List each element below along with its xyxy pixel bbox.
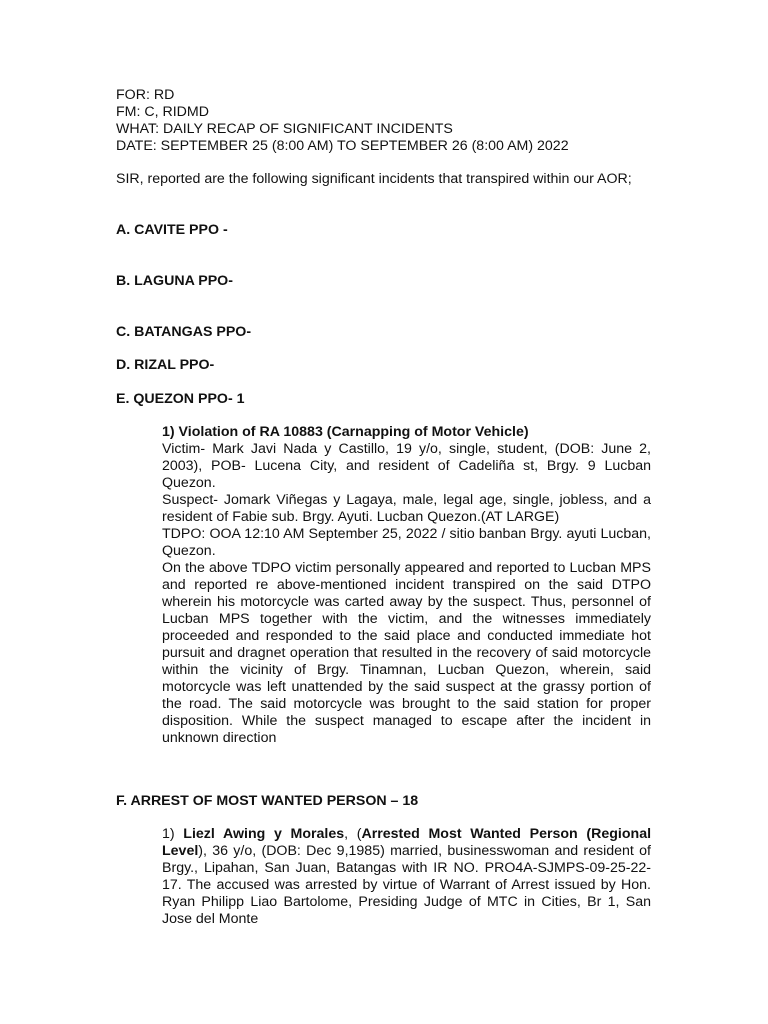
arrest-entry	[162, 826, 651, 928]
incident-victim: Victim- Mark Javi Nada y Castillo, 19 y/o, single, student, (DOB: June 2, 2003), POB- Lucena City, and resident of Cadeliña st, Brgy. 9 Lucban Quezon.	[162, 441, 651, 491]
section-quezon: E. QUEZON PPO- 1	[116, 391, 245, 407]
intro-paragraph: SIR, reported are the following significant incidents that transpired within our AOR;	[116, 171, 632, 187]
arrest-separator: , (	[344, 826, 362, 842]
memo-from: FM: C, RIDMD	[116, 104, 209, 120]
arrest-details: ), 36 y/o, (DOB: Dec 9,1985) married, businesswoman and resident of Brgy., Lipahan, San Juan, Batangas with IR NO. PRO4A-SJMPS-09-25-22-17. The accused was arrested by virtue of Warrant of Arrest issued by Hon. Ryan Philipp Liao Bartolome, Presiding Judge of MTC in Cities, Br 1, San Jose del Monte	[162, 843, 651, 927]
incident-suspect: Suspect- Jomark Viñegas y Lagaya, male, legal age, single, jobless, and a resident of Fabie sub. Brgy. Ayuti. Lucban Quezon.(AT LARGE)	[162, 492, 651, 525]
memo-subject: WHAT: DAILY RECAP OF SIGNIFICANT INCIDENTS	[116, 121, 453, 137]
arrest-tag: Arrested Most Wanted Person (Regional Level	[162, 826, 652, 859]
memo-header	[116, 87, 676, 155]
arrest-name: Liezl Awing y Morales	[183, 826, 345, 842]
section-batangas: C. BATANGAS PPO-	[116, 324, 252, 340]
memo-for: FOR: RD	[116, 87, 175, 103]
memo-date: DATE: SEPTEMBER 25 (8:00 AM) TO SEPTEMBER 26 (8:00 AM) 2022	[116, 138, 569, 154]
section-rizal: D. RIZAL PPO-	[116, 357, 215, 373]
section-most-wanted: F. ARREST OF MOST WANTED PERSON – 18	[116, 793, 419, 809]
section-laguna: B. LAGUNA PPO-	[116, 273, 233, 289]
incident-tdpo: TDPO: OOA 12:10 AM September 25, 2022 / sitio banban Brgy. ayuti Lucban, Quezon.	[162, 526, 651, 559]
incident-title: 1) Violation of RA 10883 (Carnapping of Motor Vehicle)	[162, 424, 529, 440]
incident-narrative: On the above TDPO victim personally appeared and reported to Lucban MPS and reported re above-mentioned incident transpired on the said DTPO wherein his motorcycle was carted away by the suspect. Thus, personnel of Lucban MPS together with the victim, and the witnesses immediately proceeded and responded to the said place and conducted immediate hot pursuit and dragnet operation that resulted in the recovery of said motorcycle within the vicinity of Brgy. Tinamnan, Lucban Quezon, wherein, said motorcycle was left unattended by the said suspect at the grassy portion of the road. The said motorcycle was brought to the said station for proper disposition. While the suspect managed to escape after the incident in unknown direction	[162, 560, 651, 746]
section-cavite: A. CAVITE PPO -	[116, 222, 228, 238]
arrest-number: 1)	[162, 826, 184, 842]
incident-carnapping	[162, 424, 651, 747]
